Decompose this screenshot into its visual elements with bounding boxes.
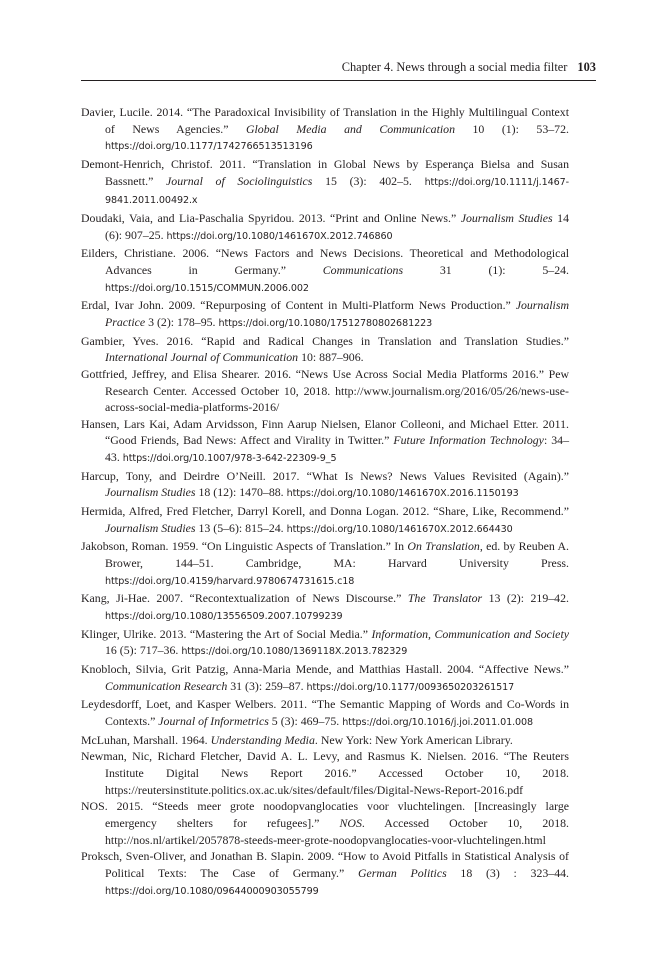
reference-details: : 34–43. — [105, 433, 569, 465]
reference-entry — [81, 104, 569, 156]
reference-source-title: Journalism Studies — [460, 210, 553, 225]
reference-text: Newman, Nic, Richard Fletcher, David A. L. Levy, and Rasmus K. Nielsen. 2016. “The Reuters Institute Digital News Report 2016.” Accessed October 10, 2018. https://reutersinstitute.politics.ox.ac.uk/sites/default/files/Digital-News-Report-2016.pdf — [81, 749, 569, 797]
reference-source-title: Global Media and Communication — [245, 121, 455, 136]
reference-doi-link[interactable]: https://doi.org/10.1080/17512780802681223 — [218, 317, 433, 329]
reference-doi-link[interactable]: https://doi.org/10.1080/1461670X.2016.1150193 — [286, 488, 519, 500]
reference-doi-link[interactable]: https://doi.org/10.4159/harvard.9780674731615.c18 — [105, 575, 355, 587]
reference-details: 3 (2): 178–95. — [145, 314, 219, 329]
reference-entry — [81, 696, 569, 731]
reference-source-title: Understanding Media — [210, 732, 315, 747]
reference-source-title: Communications — [322, 262, 404, 277]
reference-source-title: Journalism Studies — [105, 520, 196, 535]
reference-details: 10: 887–906. — [298, 350, 364, 365]
reference-text: Harcup, Tony, and Deirdre O’Neill. 2017. “What Is News? News Values Revisited (Again).” — [81, 468, 569, 483]
reference-text: Hermida, Alfred, Fred Fletcher, Darryl Korell, and Donna Logan. 2012. “Share, Like, Recommend.” — [81, 504, 569, 519]
reference-text: Kang, Ji-Hae. 2007. “Recontextualization of News Discourse.” — [81, 591, 408, 606]
reference-entry — [81, 468, 569, 503]
reference-entry — [81, 748, 569, 798]
reference-source-title: Journal of Informetrics — [158, 713, 269, 728]
header-rule — [81, 80, 596, 81]
reference-doi-link[interactable]: https://doi.org/10.1007/978-3-642-22309-9_5 — [122, 453, 337, 465]
reference-entry — [81, 848, 569, 900]
reference-details: 18 (12): 1470–88. — [195, 485, 287, 500]
reference-entry — [81, 366, 569, 416]
reference-source-title: Future Information Technology — [393, 433, 544, 448]
reference-source-title: Communication Research — [105, 678, 228, 693]
reference-text: Davier, Lucile. 2014. “The Paradoxical Invisibility of Translation in the Highly Multilingual Context of News Agencies.” — [81, 105, 569, 136]
reference-source-title: NOS — [339, 815, 362, 830]
reference-entry — [81, 297, 569, 332]
reference-doi-link[interactable]: https://doi.org/10.1177/0093650203261517 — [306, 681, 515, 693]
reference-entry — [81, 798, 569, 848]
reference-doi-link[interactable]: https://doi.org/10.1080/1461670X.2012.746860 — [166, 230, 393, 242]
reference-text: Leydesdorff, Loet, and Kasper Welbers. 2011. “The Semantic Mapping of Words and Co-Words in Contexts.” — [81, 697, 569, 728]
reference-details: 16 (5): 717–36. — [105, 643, 182, 658]
reference-entry — [81, 156, 569, 210]
reference-doi-link[interactable]: https://doi.org/10.1080/1461670X.2012.664430 — [286, 523, 513, 535]
reference-source-title: On Translation — [407, 539, 480, 554]
reference-text: Knobloch, Silvia, Grit Patzig, Anna-Maria Mende, and Matthias Hastall. 2004. “Affective News.” — [81, 662, 569, 676]
reference-source-title: Journal of Sociolinguistics — [166, 173, 313, 188]
reference-details: 5 (3): 469–75. — [268, 713, 343, 728]
reference-source-title: Journalism Studies — [105, 485, 196, 500]
reference-text: Hansen, Lars Kai, Adam Arvidsson, Finn Aarup Nielsen, Elanor Colleoni, and Michael Etter. 2011. “Good Friends, Bad News: Affect and Virality in Twitter.” — [81, 416, 569, 448]
running-title: Chapter 4. News through a social media filter — [341, 60, 568, 74]
reference-source-title: Journalism Practice — [105, 298, 569, 329]
page-number: 103 — [577, 60, 596, 74]
reference-details: . Accessed October 10, 2018. http://nos.nl/artikel/2057878-steeds-meer-grote-noodopvanglocaties-voor-vluchtelingen.html — [105, 815, 569, 847]
reference-entry — [81, 210, 569, 245]
reference-details: . New York: New York American Library. — [314, 732, 513, 747]
reference-text: Doudaki, Vaia, and Lia-Paschalia Spyridou. 2013. “Print and Online News.” — [81, 210, 461, 225]
reference-details: 10 (1): 53–72. — [455, 121, 569, 136]
reference-source-title: German Politics — [357, 865, 447, 880]
reference-entry — [81, 333, 569, 366]
reference-text: Proksch, Sven-Oliver, and Jonathan B. Slapin. 2009. “How to Avoid Pitfalls in Statistical Analysis of Political Texts: The Case of Germany.” — [81, 849, 569, 880]
reference-entry — [81, 538, 569, 590]
reference-doi-link[interactable]: https://doi.org/10.1177/1742766513513196 — [105, 141, 313, 153]
reference-details: 31 (3): 259–87. — [227, 678, 307, 693]
reference-details: 14 (6): 907–25. — [105, 210, 569, 242]
reference-text: Erdal, Ivar John. 2009. “Repurposing of Content in Multi-Platform News Production.” — [81, 298, 516, 313]
reference-text: NOS. 2015. “Steeds meer grote noodopvanglocaties voor vluchtelingen. [Increasingly large emergency shelters for refugees].” — [81, 799, 569, 830]
reference-doi-link[interactable]: https://doi.org/10.1016/j.joi.2011.01.008 — [342, 716, 534, 728]
reference-list — [81, 104, 569, 900]
reference-details: 31 (1): 5–24. — [403, 262, 569, 277]
reference-text: Klinger, Ulrike. 2013. “Mastering the Art of Social Media.” — [81, 626, 372, 641]
reference-entry — [81, 732, 569, 749]
reference-entry — [81, 416, 569, 468]
reference-doi-link[interactable]: https://doi.org/10.1080/09644000903055799 — [105, 885, 319, 897]
reference-entry — [81, 590, 569, 625]
reference-entry — [81, 503, 569, 538]
reference-text: Gottfried, Jeffrey, and Elisa Shearer. 2016. “News Use Across Social Media Platforms 2016.” Pew Research Center. Accessed October 10, 2018. http://www.journalism.org/2016/05/26/news-use-across-social-media-platforms-2016/ — [81, 366, 569, 415]
reference-source-title: Information, Communication and Society — [371, 626, 569, 641]
reference-text: Eilders, Christiane. 2006. “News Factors and News Decisions. Theoretical and Methodological Advances in Germany.” — [81, 246, 569, 277]
reference-doi-link[interactable]: https://doi.org/10.1515/COMMUN.2006.002 — [105, 282, 309, 294]
reference-text: Jakobson, Roman. 1959. “On Linguistic Aspects of Translation.” In — [81, 539, 408, 554]
reference-text: Demont-Henrich, Christof. 2011. “Translation in Global News by Esperança Bielsa and Susan Bassnett.” — [81, 156, 569, 188]
reference-text: Gambier, Yves. 2016. “Rapid and Radical Changes in Translation and Translation Studies.” — [81, 333, 569, 348]
reference-details: 13 (5–6): 815–24. — [195, 520, 287, 535]
reference-doi-link[interactable]: https://doi.org/10.1080/1369118X.2013.782329 — [181, 646, 408, 658]
reference-entry — [81, 661, 569, 696]
reference-doi-link[interactable]: https://doi.org/10.1080/13556509.2007.10799239 — [105, 611, 343, 623]
running-header — [81, 59, 596, 75]
reference-details: 18 (3) : 323–44. — [446, 865, 570, 880]
reference-entry — [81, 245, 569, 297]
reference-entry — [81, 626, 569, 661]
reference-text: McLuhan, Marshall. 1964. — [81, 732, 211, 747]
reference-details: , ed. by Reuben A. Brower, 144–51. Cambridge, MA: Harvard University Press. — [105, 539, 569, 571]
reference-details: 15 (3): 402–5. — [312, 173, 425, 188]
reference-doi-link[interactable]: https://doi.org/10.1111/j.1467-9841.2011.00492.x — [105, 176, 569, 207]
reference-details: 13 (2): 219–42. — [482, 591, 569, 606]
reference-source-title: International Journal of Communication — [105, 350, 299, 365]
reference-source-title: The Translator — [407, 591, 483, 606]
